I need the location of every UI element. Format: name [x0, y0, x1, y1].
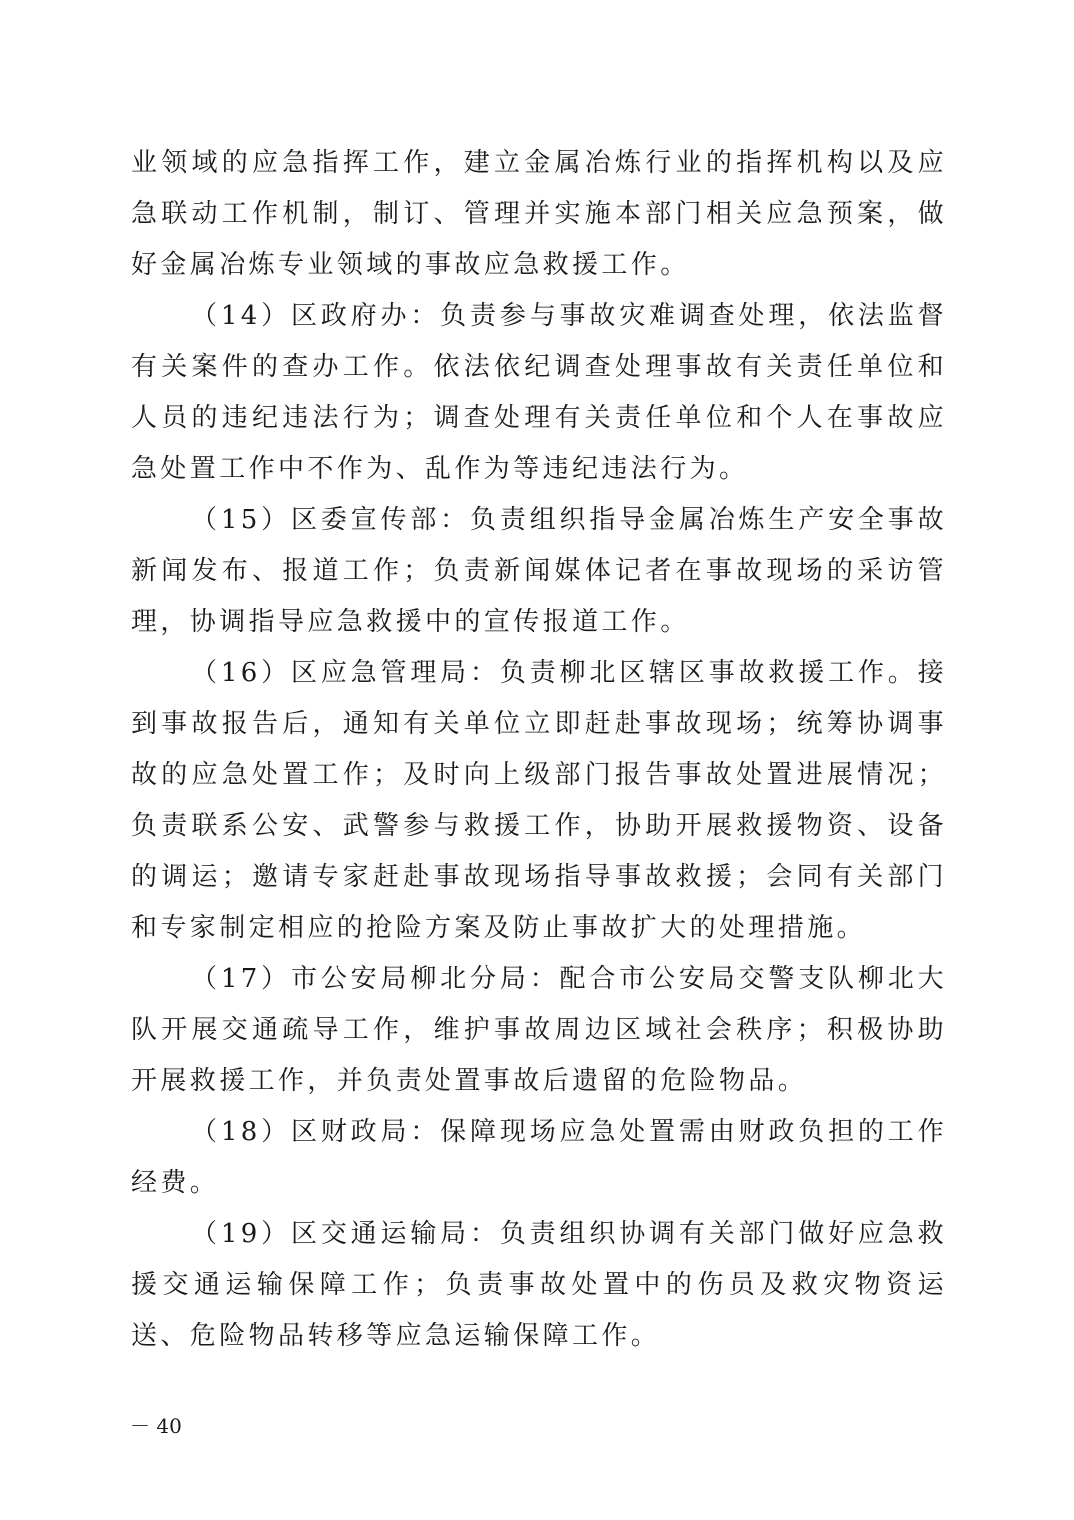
- page-number: － 40: [130, 1414, 182, 1438]
- paragraph-item-15: （15）区委宣传部：负责组织指导金属冶炼生产安全事故新闻发布、报道工作；负责新闻媒体记者在事故现场的采访管理，协调指导应急救援中的宣传报道工作。: [131, 505, 947, 637]
- paragraph-item-19: （19）区交通运输局：负责组织协调有关部门做好应急救援交通运输保障工作；负责事故处置中的伤员及救灾物资运送、危险物品转移等应急运输保障工作。: [131, 1219, 947, 1351]
- paragraph-item-16: （16）区应急管理局：负责柳北区辖区事故救援工作。接到事故报告后，通知有关单位立即赶赴事故现场；统筹协调事故的应急处置工作；及时向上级部门报告事故处置进展情况；负责联系公安、武警参与救援工作，协助开展救援物资、设备的调运；邀请专家赶赴事故现场指导事故救援；会同有关部门和专家制定相应的抢险方案及防止事故扩大的处理措施。: [131, 658, 947, 943]
- paragraph-item-17: （17）市公安局柳北分局：配合市公安局交警支队柳北大队开展交通疏导工作，维护事故周边区域社会秩序；积极协助开展救援工作，并负责处置事故后遗留的危险物品。: [131, 964, 947, 1096]
- document-body: [131, 138, 947, 1362]
- paragraph-item-14: （14）区政府办：负责参与事故灾难调查处理，依法监督有关案件的查办工作。依法依纪调查处理事故有关责任单位和人员的违纪违法行为；调查处理有关责任单位和个人在事故应急处置工作中不作为、乱作为等违纪违法行为。: [131, 301, 947, 484]
- paragraph-item-18: （18）区财政局：保障现场应急处置需由财政负担的工作经费。: [131, 1117, 947, 1198]
- paragraph-continued: 业领域的应急指挥工作，建立金属冶炼行业的指挥机构以及应急联动工作机制，制订、管理并实施本部门相关应急预案，做好金属冶炼专业领域的事故应急救援工作。: [131, 148, 947, 280]
